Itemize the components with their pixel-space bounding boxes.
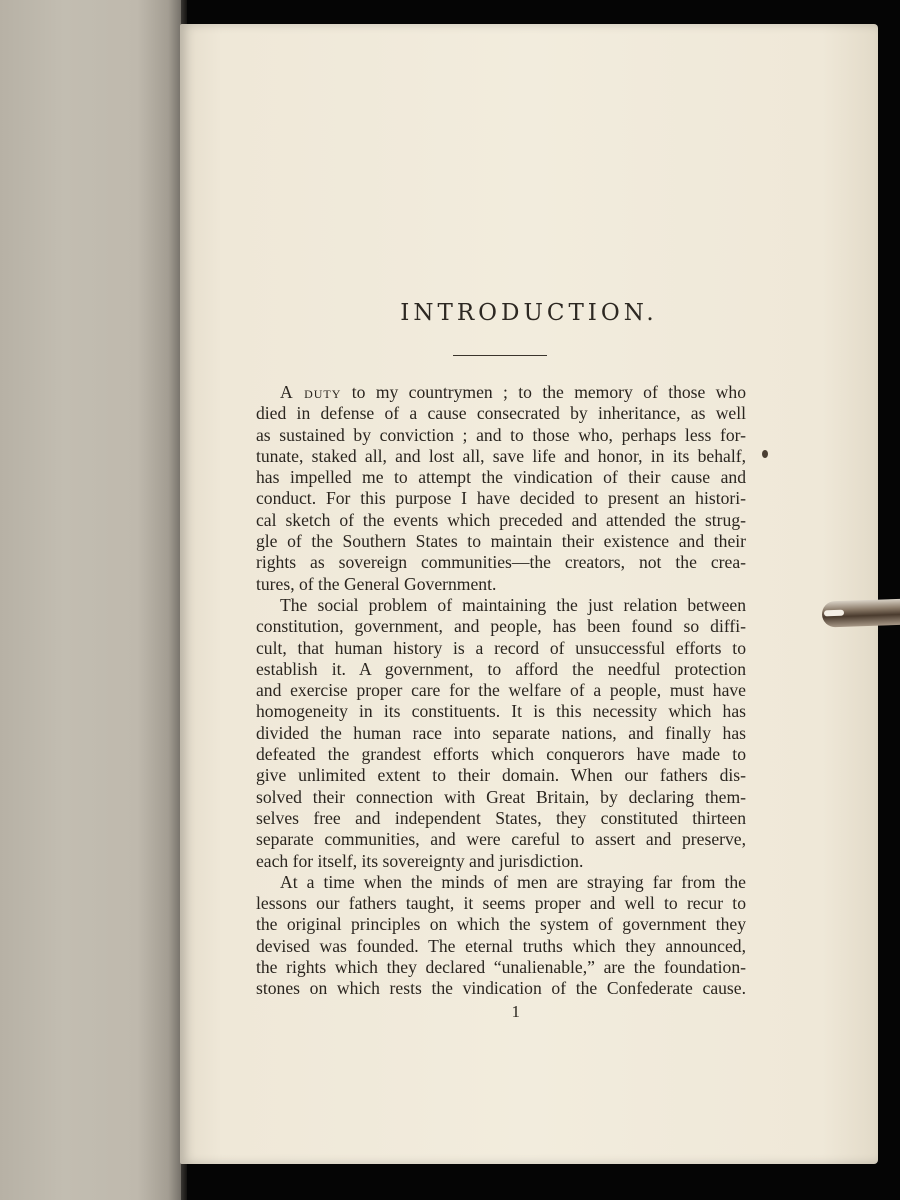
- text-line: lessons our fathers taught, it seems proper and well to recur to: [256, 893, 746, 914]
- text-line: devised was founded. The eternal truths which they announced,: [256, 935, 746, 956]
- chapter-title: INTRODUCTION.: [400, 300, 658, 326]
- text-line: At a time when the minds of men are straying far from the: [280, 871, 746, 892]
- lead-words: A duty: [280, 382, 342, 402]
- text-line: selves free and independent States, they constituted thirteen: [256, 807, 746, 828]
- title-rule: [453, 355, 547, 356]
- text-line: homogeneity in its constituents. It is this necessity which has: [256, 701, 746, 722]
- text-line-rest: to my countrymen ; to the memory of those who: [341, 382, 746, 402]
- text-line: solved their connection with Great Britain, by declaring them-: [256, 786, 746, 807]
- text-line: died in defense of a cause consecrated by inheritance, as well: [256, 403, 746, 424]
- text-line: tunate, staked all, and lost all, save life and honor, in its behalf,: [256, 445, 746, 466]
- page-clip-tip: [824, 610, 844, 617]
- text-line: conduct. For this purpose I have decided to present an histori-: [256, 488, 746, 509]
- text-line: give unlimited extent to their domain. When our fathers dis-: [256, 765, 746, 786]
- text-line: the original principles on which the system of government they: [256, 914, 746, 935]
- text-line: constitution, government, and people, has been found so diffi-: [256, 616, 746, 637]
- text-line: separate communities, and were careful to assert and preserve,: [256, 829, 746, 850]
- text-line: gle of the Southern States to maintain their existence and their: [256, 531, 746, 552]
- text-line: each for itself, its sovereignty and jurisdiction.: [256, 850, 584, 871]
- text-line: tures, of the General Government.: [256, 573, 497, 594]
- left-page: [0, 0, 183, 1200]
- text-line: cult, that human history is a record of unsuccessful efforts to: [256, 637, 746, 658]
- page-number: 1: [511, 1002, 520, 1021]
- text-line: the rights which they declared “unalienable,” are the foundation-: [256, 957, 746, 978]
- ink-speck: [762, 450, 768, 458]
- text-line: as sustained by conviction ; and to those who, perhaps less for-: [256, 424, 746, 445]
- text-line: rights as sovereign communities—the creators, not the crea-: [256, 552, 746, 573]
- text-line: stones on which rests the vindication of the Confederate cause.: [256, 978, 746, 999]
- paragraph-2: [256, 595, 746, 872]
- text-line: The social problem of maintaining the just relation between: [280, 594, 746, 615]
- text-line: and exercise proper care for the welfare of a people, must have: [256, 680, 746, 701]
- text-line: [256, 382, 746, 403]
- text-line: establish it. A government, to afford the needful protection: [256, 658, 746, 679]
- text-line: defeated the grandest efforts which conquerors have made to: [256, 744, 746, 765]
- paragraph-3: [256, 872, 746, 1000]
- paragraph-1: [256, 382, 746, 595]
- body-text: [256, 382, 746, 1000]
- text-line: cal sketch of the events which preceded and attended the strug-: [256, 509, 746, 530]
- text-line: has impelled me to attempt the vindication of their cause and: [256, 467, 746, 488]
- text-line: divided the human race into separate nations, and finally has: [256, 722, 746, 743]
